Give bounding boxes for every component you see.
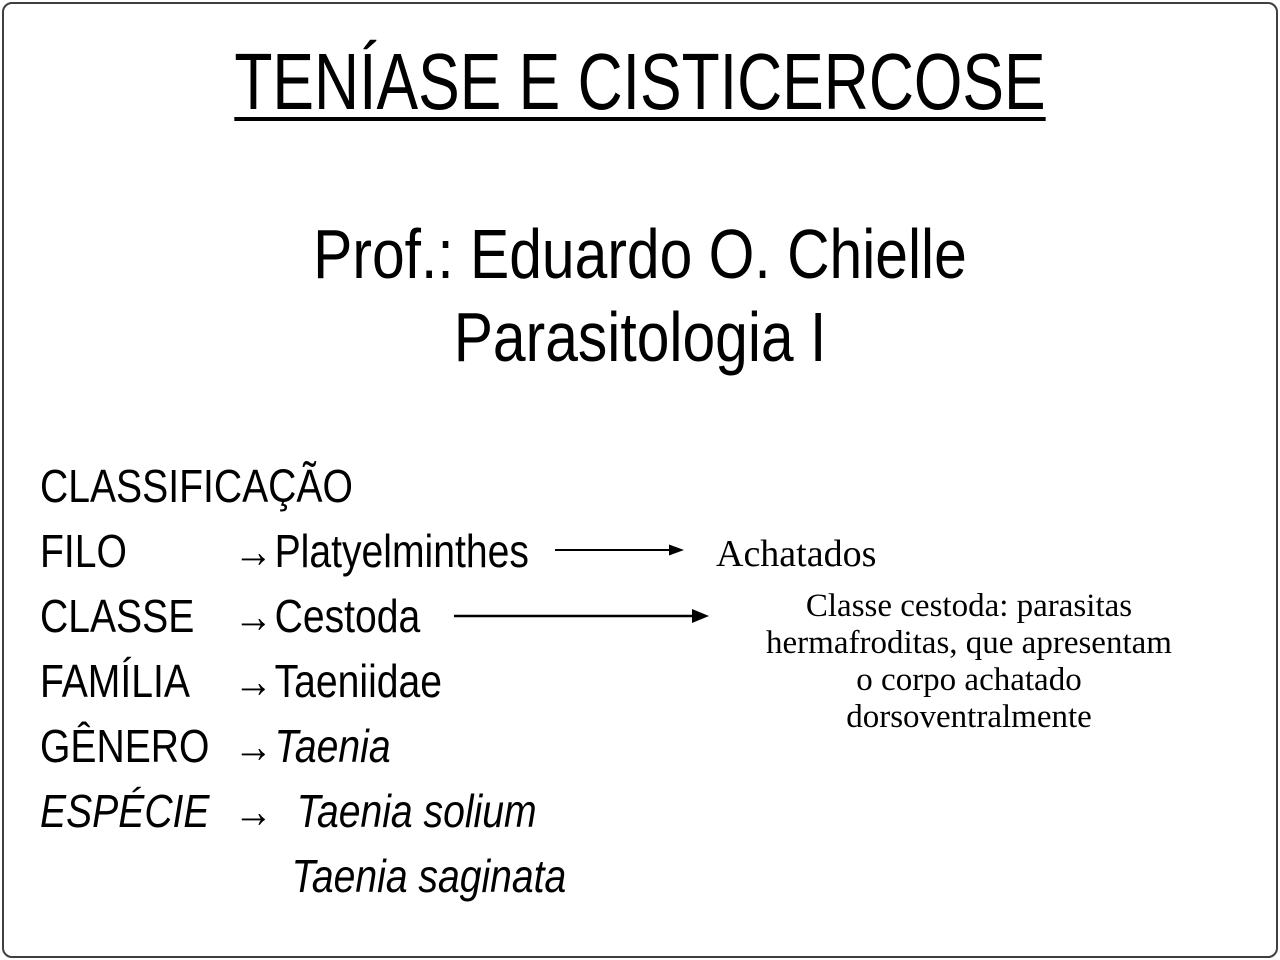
slide-subtitle <box>106 213 1174 379</box>
classification-row-especie <box>40 779 652 844</box>
presentation-slide <box>2 2 1278 958</box>
subtitle-professor: Prof.: Eduardo O. Chielle <box>313 215 967 293</box>
classification-list <box>40 454 652 909</box>
right-arrow-icon: → <box>233 655 273 707</box>
row-value: Cestoda <box>274 590 421 642</box>
right-arrow-icon: → <box>233 590 273 642</box>
achatados-annotation: Achatados <box>716 533 877 575</box>
cestoda-note <box>744 588 1194 736</box>
note-line: dorsoventralmente <box>846 699 1092 735</box>
right-arrow-icon: → <box>233 720 273 772</box>
right-arrow-icon: → <box>233 525 273 577</box>
row-label: FAMÍLIA <box>40 655 190 707</box>
row-label: FILO <box>40 525 127 577</box>
classification-row-genero <box>40 714 652 779</box>
note-line: hermafroditas, que apresentam <box>766 625 1172 661</box>
subtitle-course: Parasitologia I <box>453 298 827 376</box>
row-value: Taenia saginata <box>291 850 567 902</box>
row-value: Taenia <box>274 720 391 772</box>
right-arrow-icon: → <box>233 785 273 837</box>
classification-heading: CLASSIFICAÇÃO <box>40 460 353 512</box>
row-label: ESPÉCIE <box>40 785 210 837</box>
row-value: Taeniidae <box>274 655 442 707</box>
row-value: Platyelminthes <box>274 525 529 577</box>
classification-row-familia <box>40 649 652 714</box>
classification-row-classe <box>40 584 652 649</box>
classification-row-especie-2 <box>40 844 652 909</box>
slide-title: TENÍASE E CISTICERCOSE <box>234 37 1046 126</box>
row-label: CLASSE <box>40 590 195 642</box>
row-label: GÊNERO <box>40 720 210 772</box>
note-line: o corpo achatado <box>856 662 1082 698</box>
row-value: Taenia solium <box>296 785 537 837</box>
note-line: Classe cestoda: parasitas <box>805 588 1133 624</box>
classification-row-filo <box>40 519 652 584</box>
